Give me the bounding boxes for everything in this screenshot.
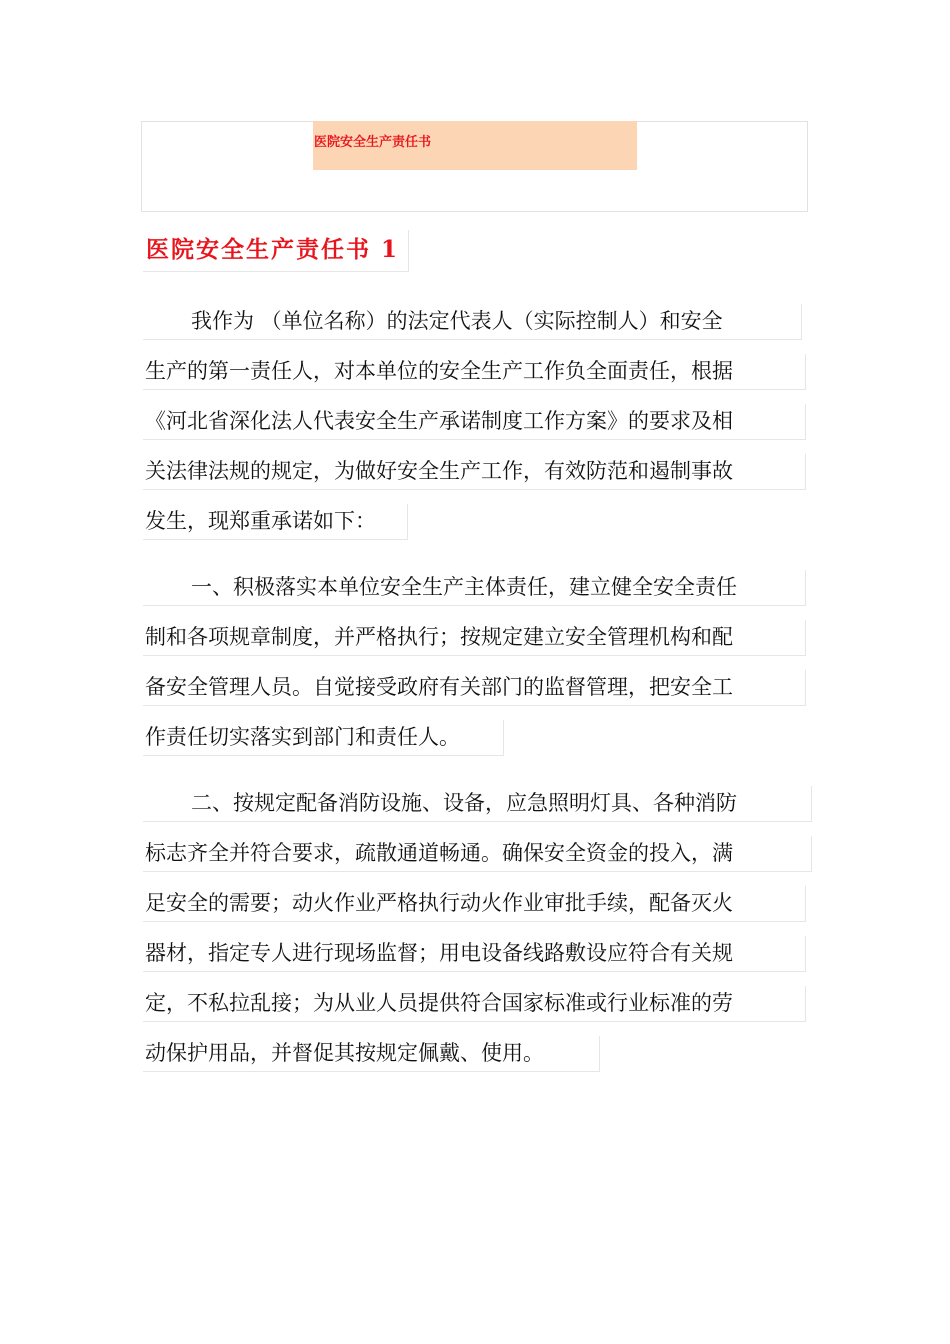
paragraph-3-line-3: 足安全的需要；动火作业严格执行动火作业审批手续，配备灭火	[143, 886, 806, 922]
paragraph-1-line-4: 关法律法规的规定，为做好安全生产工作，有效防范和遏制事故	[143, 454, 806, 490]
paragraph-1-line-1: 我作为 （单位名称）的法定代表人（实际控制人）和安全	[143, 304, 802, 340]
paragraph-3-line-2: 标志齐全并符合要求，疏散通道畅通。确保安全资金的投入，满	[143, 836, 812, 872]
paragraph-1-line-5: 发生，现郑重承诺如下：	[143, 504, 408, 540]
paragraph-3-line-5: 定，不私拉乱接；为从业人员提供符合国家标准或行业标准的劳	[143, 986, 806, 1022]
paragraph-1-line-2: 生产的第一责任人，对本单位的安全生产工作负全面责任，根据	[143, 354, 806, 390]
section-heading: 医院安全生产责任书 1	[143, 230, 409, 272]
paragraph-3-line-6: 动保护用品，并督促其按规定佩戴、使用。	[143, 1036, 600, 1072]
paragraph-2-line-2: 制和各项规章制度，并严格执行；按规定建立安全管理机构和配	[143, 620, 806, 656]
paragraph-2-line-4: 作责任切实落实到部门和责任人。	[143, 720, 504, 756]
paragraph-3-line-1: 二、按规定配备消防设施、设备，应急照明灯具、各种消防	[143, 786, 812, 822]
paragraph-1-line-3: 《河北省深化法人代表安全生产承诺制度工作方案》的要求及相	[143, 404, 806, 440]
paragraph-3-line-4: 器材，指定专人进行现场监督；用电设备线路敷设应符合有关规	[143, 936, 806, 972]
document-header-title: 医院安全生产责任书	[314, 135, 432, 150]
paragraph-2-line-1: 一、积极落实本单位安全生产主体责任，建立健全安全责任	[143, 570, 806, 606]
paragraph-2-line-3: 备安全管理人员。自觉接受政府有关部门的监督管理，把安全工	[143, 670, 806, 706]
